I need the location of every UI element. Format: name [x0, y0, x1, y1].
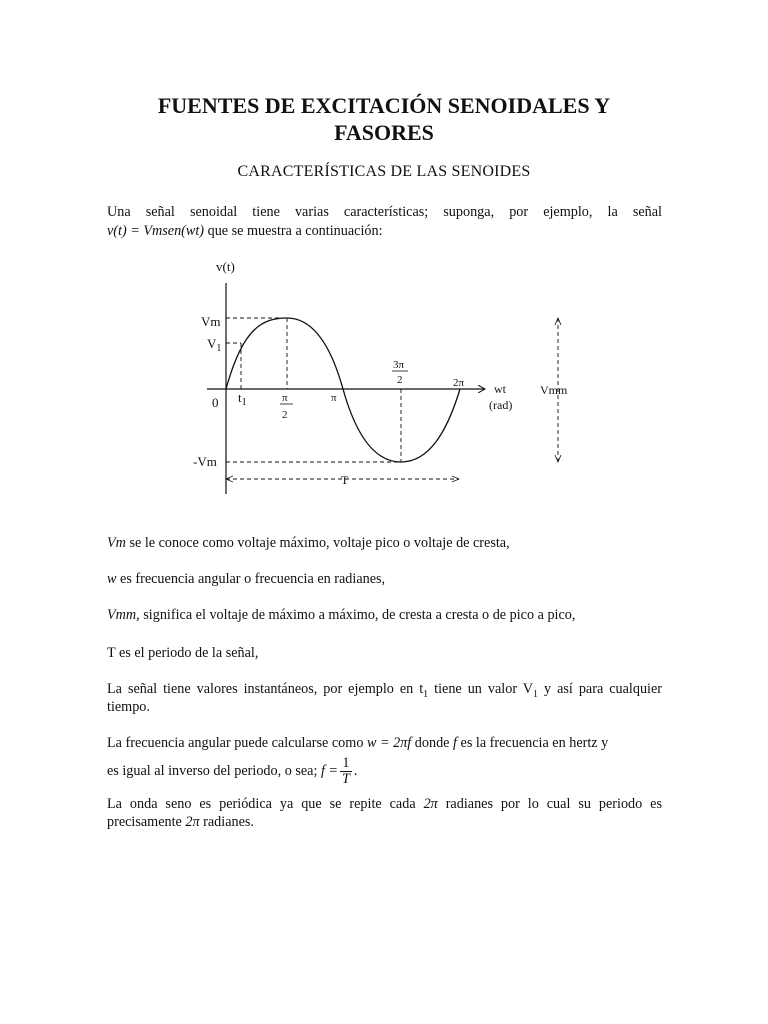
period-line-1: La onda seno es periódica ya que se repite cada 2π radianes por lo cual su periodo es: [107, 796, 662, 812]
intro-line-1: Una señal senoidal tiene varias características; suponga, por ejemplo, la señal: [107, 204, 662, 220]
period-label: T: [341, 473, 349, 487]
signal-formula: v(t) = Vmsen(wt): [107, 223, 205, 239]
x-axis-label: wt: [494, 382, 506, 396]
vm-definition: Vm se le conoce como voltaje máximo, voltaje pico o voltaje de cresta,: [107, 535, 510, 551]
angular-frequency-line-2: es igual al inverso del periodo, o sea; f = $\frac{1}{T}$ .: [107, 755, 358, 787]
t-definition: T es el periodo de la señal,: [107, 645, 259, 661]
pi-half-numerator: π: [282, 392, 288, 404]
instant-values-line-1: La señal tiene valores instantáneos, por ejemplo en $t_1$ tiene un valor $V_1$ y así para cualquier: [107, 681, 663, 700]
frequency-formula: f =: [320, 762, 338, 779]
t1-label: $t_1$: [238, 390, 247, 408]
sine-wave-diagram: [185, 252, 605, 502]
pi-half-denominator: 2: [282, 409, 288, 421]
sine-curve: [226, 318, 460, 462]
vmm-definition: Vmm, significa el voltaje de máximo a máximo, de cresta a cresta o de pico a pico,: [107, 607, 576, 623]
w-definition: w es frecuencia angular o frecuencia en radianes,: [107, 571, 386, 587]
angular-frequency-formula: w = 2πf: [366, 735, 412, 751]
period-line-2: precisamente 2π radianes.: [107, 814, 254, 830]
origin-label: 0: [212, 395, 219, 410]
vm-label: Vm: [201, 314, 221, 329]
one-over-t-fraction: $\frac{1}{T}$: [342, 755, 350, 787]
three-pi-half-numerator: 3π: [393, 359, 405, 371]
page-title: FUENTES DE EXCITACIÓN SENOIDALES Y FASORES: [157, 93, 611, 145]
angular-frequency-line-1: La frecuencia angular puede calcularse como w = 2πf donde f es la frecuencia en hertz y: [107, 735, 609, 751]
v1-label: $V_1$: [207, 336, 222, 354]
two-pi-label: 2π: [453, 377, 465, 389]
vmm-label: Vmm: [540, 383, 568, 397]
pi-label: π: [331, 392, 337, 404]
intro-line-2: v(t) = Vmsen(wt) que se muestra a continuación:: [107, 223, 383, 239]
three-pi-half-denominator: 2: [397, 374, 403, 386]
neg-vm-label: -Vm: [193, 454, 217, 469]
section-title: CARACTERÍSTICAS DE LAS SENOIDES: [237, 163, 531, 180]
y-axis-label: v(t): [216, 259, 235, 274]
x-axis-unit: (rad): [489, 398, 513, 412]
instant-values-line-2: tiempo.: [107, 699, 150, 715]
